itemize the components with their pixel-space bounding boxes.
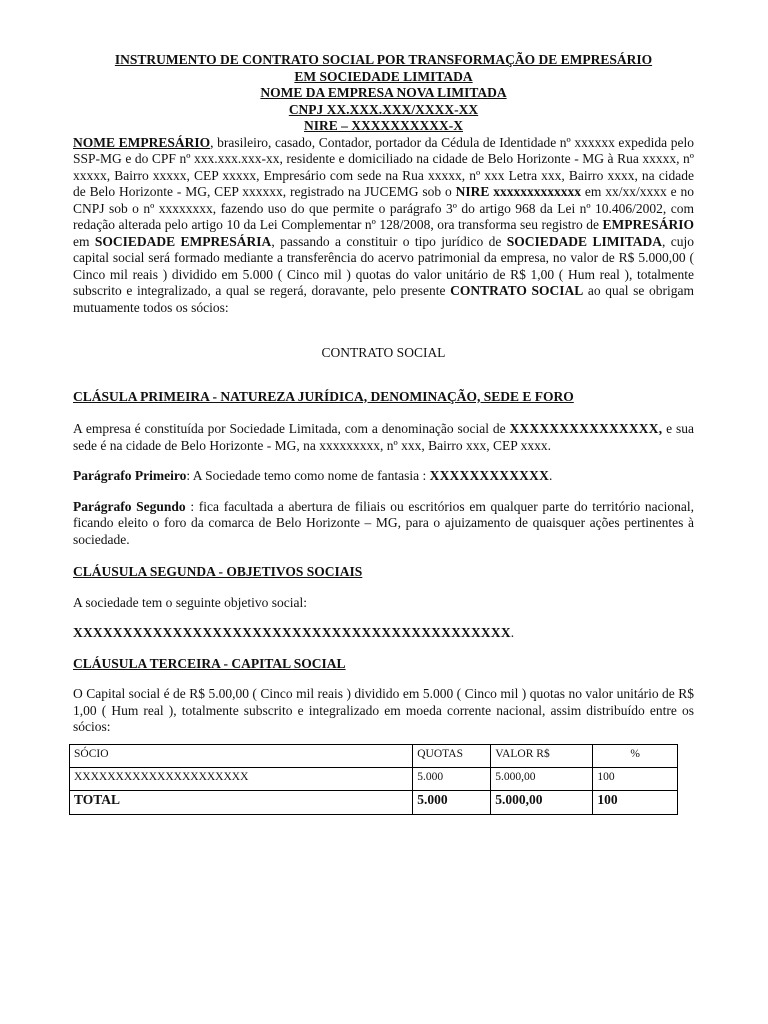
clause-1-text-a: A empresa é constituída por Sociedade Limitada, com a denominação social de (73, 421, 510, 436)
paragraph-primeiro-end: . (549, 468, 553, 483)
table-cell: 5.000,00 (491, 767, 593, 790)
table-cell: 100 (593, 767, 678, 790)
header-cnpj: CNPJ XX.XXX.XXX/XXXX-XX (288, 101, 479, 117)
clause-1-title: CLÁSULA PRIMEIRA - NATUREZA JURÍDICA, DENOMINAÇÃO, SEDE E FORO (73, 388, 574, 404)
intro-text-4: , passando a constituir o tipo jurídico de (271, 233, 507, 249)
paragraph-primeiro-label: Parágrafo Primeiro (73, 468, 187, 483)
intro-nire: NIRE xxxxxxxxxxxxx (455, 184, 582, 199)
table-header-row (70, 744, 678, 767)
intro-text-1: , brasileiro, casado, Contador, portador da Cédula de Identidade nº xxxxxx expedida pelo SSP-MG e do CPF nº xxx.xxx.xxx-xx, residente e domiciliado na cidade de Belo Horizonte - MG à Rua xxxxx, nº xxxxx, Bairro xxxxx, CEP xxxxx, Empresário com sede na Rua xxxxx, nº xxx Letra xxx, Bairro xxxx, na cidade de Belo Horizonte - MG, CEP xxxxxx, registrado na JUCEMG sob o (73, 134, 694, 199)
paragraph-segundo-text: : fica facultada a abertura de filiais ou escritórios em qualquer parte do território nacional, ficando eleito o foro da comarca de Belo Horizonte – MG, para o ajuizamento de quaisquer ações pertinentes à sociedade. (73, 498, 695, 547)
entrepreneur-name: NOME EMPRESÁRIO (73, 134, 211, 150)
intro-text-2: em xx/xx/xxxx e no CNPJ sob o nº xxxxxxxx, fazendo uso do que permite o parágrafo 3º do artigo 968 da Lei nº 10.406/2002, com redação alterada pelo artigo 10 da Lei Complementar nº 128/2008, ora transforma seu registro de (73, 184, 694, 232)
paragraph-primeiro-text: : A Sociedade temo como nome de fantasia : (186, 468, 430, 483)
clause-2-title: CLÁUSULA SEGUNDA - OBJETIVOS SOCIAIS (73, 564, 363, 579)
social-objective (73, 625, 694, 642)
company-denomination: XXXXXXXXXXXXXXX, (509, 421, 663, 436)
header-company-name: NOME DA EMPRESA NOVA LIMITADA (260, 85, 507, 100)
table-total-cell: 5.000,00 (491, 790, 593, 814)
paragraph-segundo-label: Parágrafo Segundo (73, 498, 186, 514)
intro-empresario: EMPRESÁRIO (602, 217, 694, 232)
social-objective-end: . (510, 625, 515, 640)
header-title-line-2: EM SOCIEDADE LIMITADA (294, 68, 473, 84)
section-title: CONTRATO SOCIAL (321, 345, 446, 360)
clause-3-title: CLÁUSULA TERCEIRA - CAPITAL SOCIAL (73, 655, 346, 671)
table-cell: XXXXXXXXXXXXXXXXXXXXX (70, 767, 413, 790)
intro-sociedade-limitada: SOCIEDADE LIMITADA (506, 233, 662, 249)
intro-text-6: ao qual se obrigam mutuamente todos os sócios: (73, 283, 695, 315)
table-header-cell: QUOTAS (413, 744, 491, 767)
clause-1-paragraph (73, 421, 694, 454)
table-row (70, 767, 678, 790)
clause-3-paragraph: O Capital social é de R$ 5.00,00 ( Cinco mil reais ) dividido em 5.000 ( Cinco mil ) quotas no valor unitário de R$ 1,00 ( Hum real ), totalmente subscrito e integralizado em moeda corrente nacional, assim distribuído entre os sócios: (73, 686, 694, 734)
clause-1-text-b: e sua sede é na cidade de Belo Horizonte - MG, na xxxxxxxxx, nº xxx, Bairro xxx, CEP xxxx. (73, 421, 694, 453)
header-title-line-1: INSTRUMENTO DE CONTRATO SOCIAL POR TRANSFORMAÇÃO DE EMPRESÁRIO (114, 52, 653, 67)
table-total-row (70, 790, 678, 814)
trade-name: XXXXXXXXXXXX (429, 468, 550, 483)
intro-text-5: , cujo capital social será formado mediante a transferência do acervo patrimonial da empresa, no valor de R$ 5.000,00 ( Cinco mil reais ) dividido em 5.000 ( Cinco mil ) quotas do valor unitário de R$ 1,00 ( Hum real ), totalmente subscrito e integralizado, a qual se regerá, doravante, pelo presente (73, 233, 694, 298)
table-total-cell: 100 (593, 790, 678, 814)
intro-text-3: em (73, 233, 95, 249)
document-page (73, 52, 694, 815)
intro-sociedade-empresaria: SOCIEDADE EMPRESÁRIA (94, 233, 272, 249)
partners-table (69, 744, 678, 815)
table-cell: 5.000 (413, 767, 491, 790)
intro-paragraph (73, 135, 694, 317)
social-objective-value: XXXXXXXXXXXXXXXXXXXXXXXXXXXXXXXXXXXXXXXXXXXX (73, 625, 511, 640)
table-header-cell: VALOR R$ (491, 744, 593, 767)
clause-2-paragraph: A sociedade tem o seguinte objetivo social: (73, 594, 307, 610)
document-header (73, 52, 694, 135)
intro-contrato-social: CONTRATO SOCIAL (450, 283, 584, 298)
table-header-cell: SÓCIO (70, 744, 413, 767)
header-nire: NIRE – XXXXXXXXXX-X (304, 118, 463, 133)
table-total-cell: TOTAL (70, 790, 413, 814)
table-total-cell: 5.000 (413, 790, 491, 814)
table-header-cell: % (593, 744, 678, 767)
paragraph-segundo (73, 499, 694, 549)
paragraph-primeiro (73, 468, 694, 485)
